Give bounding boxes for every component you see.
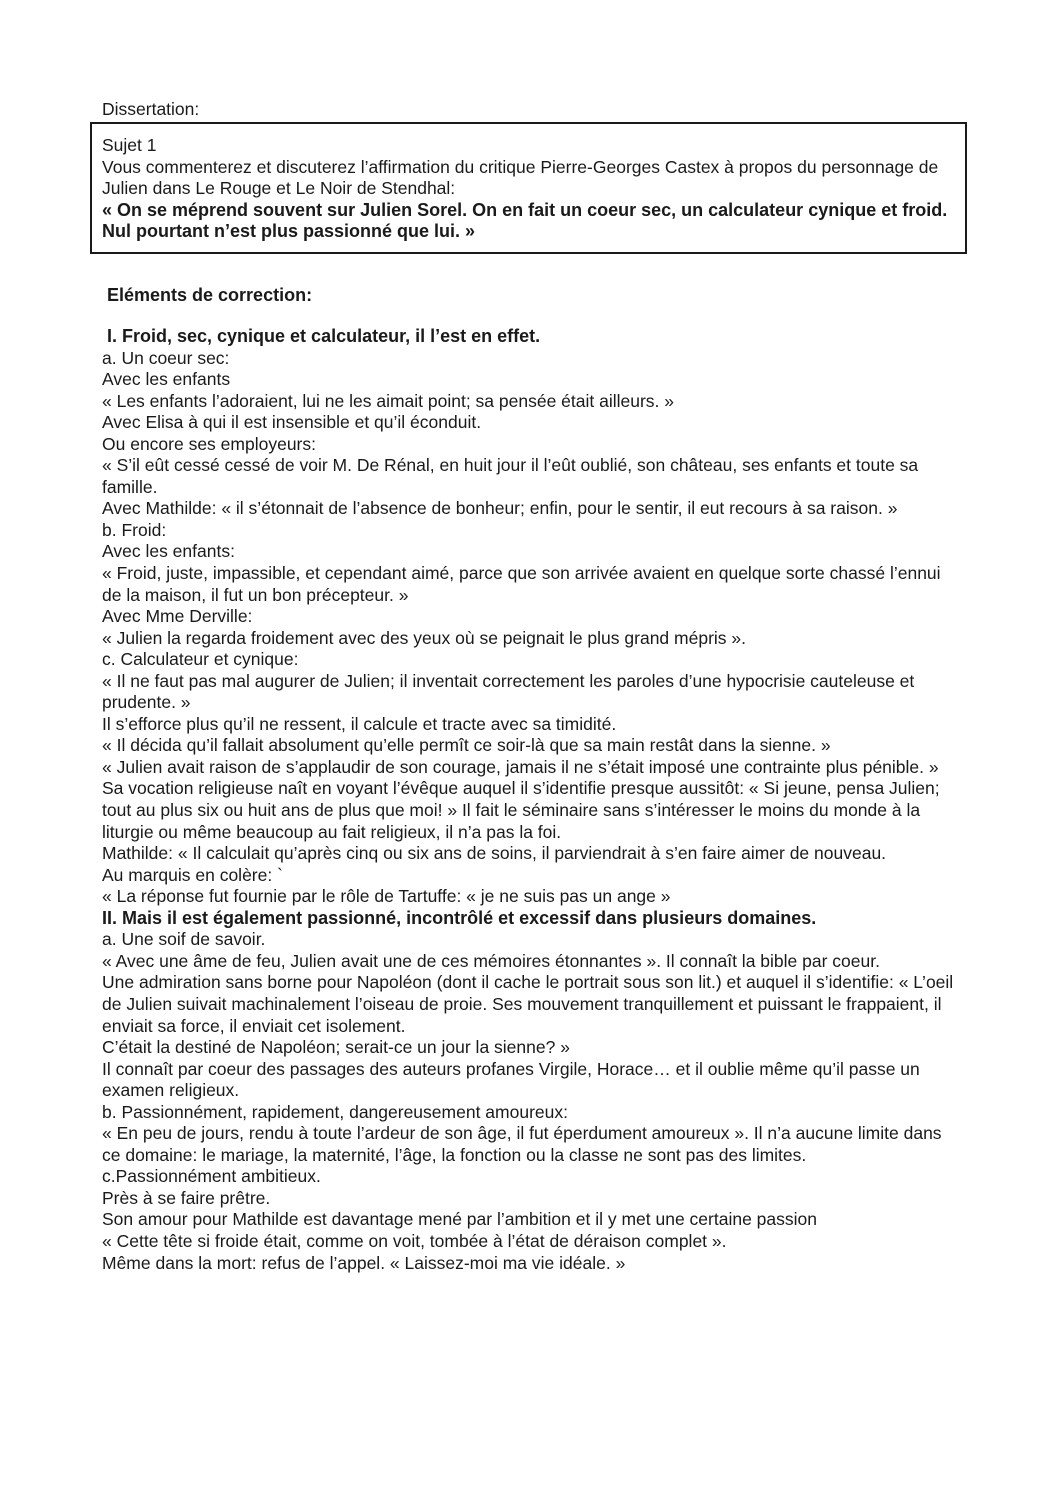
text-line: Une admiration sans borne pour Napoléon (dont il cache le portrait sous son lit.) et auquel il s’identifie: « L’oeil de Julien suivait machinalement l’oiseau de proie. Ses mouvement tranquillement et puissant le frappaient, il enviait sa force, il enviait cet isolement.	[102, 972, 954, 1036]
quote-line: « Les enfants l’adoraient, lui ne les aimait point; sa pensée était ailleurs. »	[102, 390, 675, 411]
subject-quote: « On se méprend souvent sur Julien Sorel. On en fait un coeur sec, un calculateur cynique et froid. Nul pourtant n’est plus passionné que lui. »	[102, 199, 948, 242]
text-line: C’était la destiné de Napoléon; serait-ce un jour la sienne? »	[102, 1037, 570, 1058]
subsection-heading: b. Froid:	[102, 519, 167, 540]
text-line: Il connaît par coeur des passages des auteurs profanes Virgile, Horace… et il oublie même qu’il passe un examen religieux.	[102, 1058, 920, 1101]
subject-label: Sujet 1	[102, 135, 157, 155]
subject-prompt: Vous commenterez et discuterez l’affirmation du critique Pierre-Georges Castex à propos du personnage de Julien dans Le Rouge et Le Noir de Stendhal:	[102, 156, 939, 199]
text-line: Avec Mme Derville:	[102, 606, 253, 627]
text-line: Avec Elisa à qui il est insensible et qu’il éconduit.	[102, 412, 482, 433]
subsection-heading: a. Un coeur sec:	[102, 347, 230, 368]
quote-line: « S’il eût cessé cessé de voir M. De Rénal, en huit jour il l’eût oublié, son château, ses enfants et toute sa famille.	[102, 455, 919, 497]
quote-line: « Il ne faut pas mal augurer de Julien; il inventait correctement les paroles d’une hypocrisie cauteleuse et prudente. »	[102, 670, 915, 713]
text-line: Il s’efforce plus qu’il ne ressent, il calcule et tracte avec sa timidité.	[102, 713, 617, 734]
subject-box	[90, 122, 967, 254]
quote-line: Avec Mathilde: « il s’étonnait de l’absence de bonheur; enfin, pour le sentir, il eut recours à sa raison. »	[102, 498, 898, 519]
quote-line: « Avec une âme de feu, Julien avait une de ces mémoires étonnantes ». Il connaît la bible par coeur.	[102, 950, 880, 971]
quote-line: « Froid, juste, impassible, et cependant aimé, parce que son arrivée avaient en quelque sorte chassé l’ennui de la maison, il fut un bon précepteur. »	[102, 563, 941, 605]
quote-line: Mathilde: « Il calculait qu’après cinq ou six ans de soins, il parviendrait à s’en faire aimer de nouveau.	[102, 843, 887, 864]
text-line: Même dans la mort: refus de l’appel. « Laissez-moi ma vie idéale. »	[102, 1252, 626, 1273]
quote-line: « La réponse fut fournie par le rôle de Tartuffe: « je ne suis pas un ange »	[102, 886, 671, 907]
quote-line: « Julien avait raison de s’applaudir de son courage, jamais il ne s’était imposé une contrainte plus pénible. »	[102, 756, 939, 777]
text-line: Près à se faire prêtre.	[102, 1187, 271, 1208]
text-line: Sa vocation religieuse naît en voyant l’évêque auquel il s’identifie presque aussitôt: « Si jeune, pensa Julien; tout au plus six ou huit ans de plus que moi! » Il fait le séminaire sans s’intéresser le moins du monde à la liturgie ou même beaucoup au fait religieux, il n’a pas la foi.	[102, 778, 940, 842]
text-line: Avec les enfants:	[102, 541, 235, 562]
quote-line: « Il décida qu’il fallait absolument qu’elle permît ce soir-là que sa main restât dans la sienne. »	[102, 735, 831, 756]
subsection-heading: b. Passionnément, rapidement, dangereusement amoureux:	[102, 1101, 568, 1122]
text-line: Son amour pour Mathilde est davantage mené par l’ambition et il y met une certaine passion	[102, 1209, 817, 1230]
subsection-heading: c. Calculateur et cynique:	[102, 649, 299, 670]
section-heading: I. Froid, sec, cynique et calculateur, il l’est en effet.	[107, 326, 541, 346]
quote-line: « Cette tête si froide était, comme on voit, tombée à l’état de déraison complet ».	[102, 1230, 727, 1251]
subsection-heading: c.Passionnément ambitieux.	[102, 1166, 321, 1187]
text-line: Avec les enfants	[102, 369, 231, 390]
subsection-heading: a. Une soif de savoir.	[102, 929, 266, 950]
correction-content	[102, 326, 954, 1274]
quote-line: « Julien la regarda froidement avec des yeux où se peignait le plus grand mépris ».	[102, 627, 746, 648]
text-line: Ou encore ses employeurs:	[102, 433, 316, 454]
corrections-title: Eléments de correction:	[107, 285, 313, 305]
quote-line: « En peu de jours, rendu à toute l’ardeur de son âge, il fut éperdument amoureux ». Il n’a aucune limite dans ce domaine: le mariage, la maternité, l’âge, la fonction ou la classe ne sont pas des limites.	[102, 1123, 942, 1165]
text-line: Au marquis en colère: `	[102, 864, 283, 885]
section-heading: II. Mais il est également passionné, incontrôlé et excessif dans plusieurs domaines.	[102, 907, 817, 928]
document-title: Dissertation:	[102, 99, 200, 119]
